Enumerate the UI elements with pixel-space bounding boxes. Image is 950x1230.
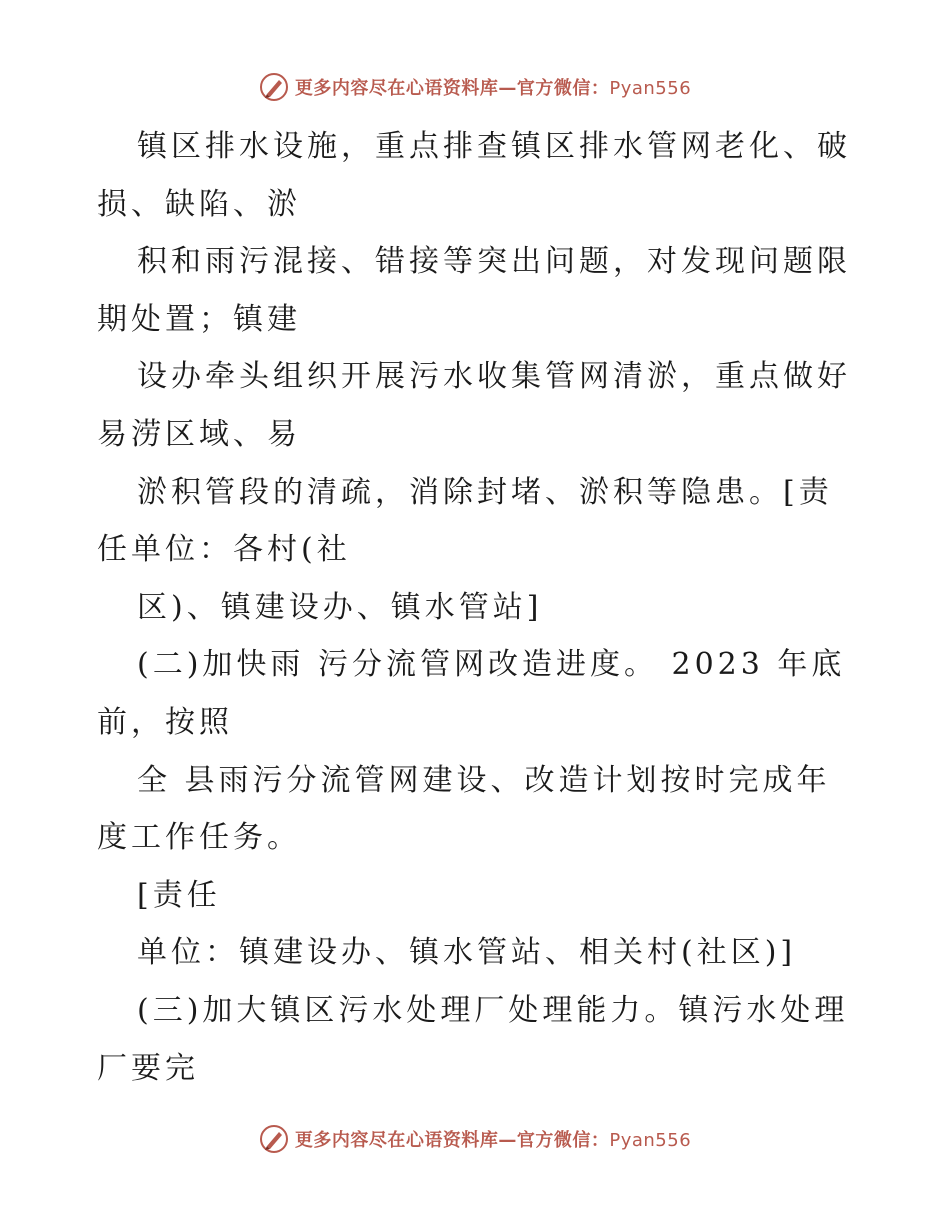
footer-banner (0, 1124, 950, 1154)
text-line: 单位：镇建设办、镇水管站、相关村(社区)] (137, 935, 797, 971)
text-line: 积和雨污混接、错接等突出问题，对发现问题限 (137, 244, 851, 280)
text-line: (二)加快雨 污分流管网改造进度。 2023 年底 (137, 647, 846, 683)
text-line: 淤积管段的清疏，消除封堵、淤积等隐患。[责 (137, 474, 833, 510)
text-line: (三)加大镇区污水处理厂处理能力。镇污水处理 (137, 992, 849, 1028)
text-line: 前，按照 (97, 704, 233, 740)
body-text (97, 118, 857, 1097)
text-line: 全 县雨污分流管网建设、改造计划按时完成年 (137, 762, 831, 798)
text-line: 设办牵头组织开展污水收集管网清淤，重点做好 (137, 359, 851, 395)
pen-logo-icon (259, 1124, 289, 1154)
text-line: 镇区排水设施，重点排查镇区排水管网老化、破 (137, 129, 851, 164)
footer-banner-text: 更多内容尽在心语资料库—官方微信：Pyan556 (294, 1130, 692, 1151)
text-line: 易涝区域、易 (97, 416, 301, 452)
header-banner-text: 更多内容尽在心语资料库—官方微信：Pyan556 (294, 78, 692, 99)
text-line: 厂要完 (97, 1050, 199, 1086)
text-line: 区)、镇建设办、镇水管站] (137, 589, 543, 625)
header-banner (0, 72, 950, 102)
pen-logo-icon (259, 72, 289, 102)
text-line: 度工作任务。 (97, 820, 301, 856)
text-line: 任单位：各村(社 (97, 532, 351, 568)
text-line: 期处置；镇建 (97, 301, 301, 337)
text-line: [责任 (137, 877, 221, 913)
text-line: 损、缺陷、淤 (97, 186, 301, 222)
